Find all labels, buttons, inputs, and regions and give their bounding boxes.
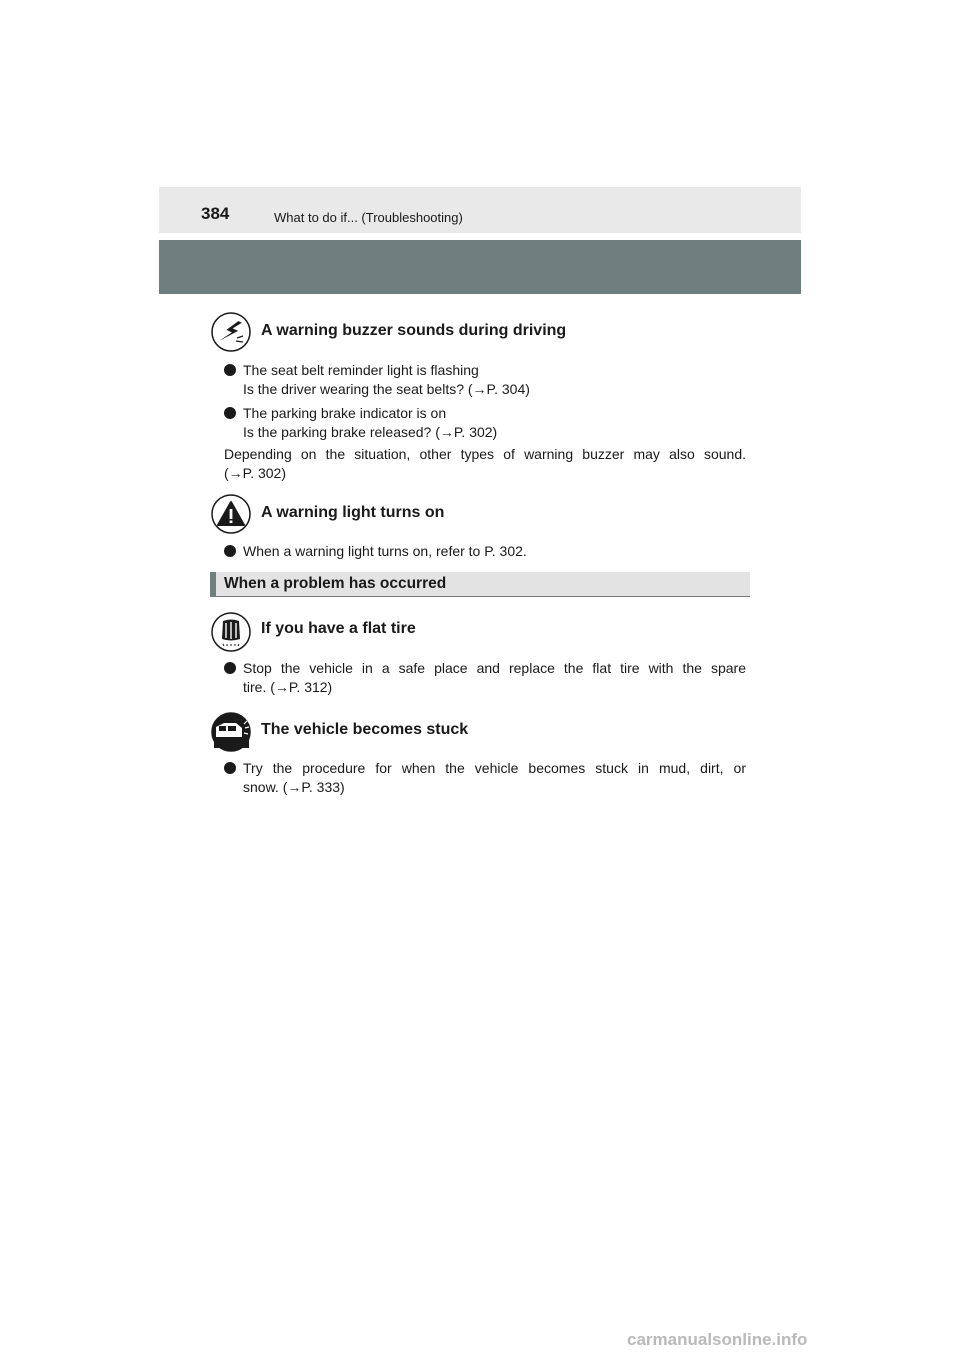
list-item bbox=[224, 759, 746, 797]
bullet-line: The seat belt reminder light is flashing bbox=[243, 362, 479, 378]
note-line: (→P. 302) bbox=[224, 465, 286, 481]
header-band bbox=[159, 240, 801, 294]
bullet-line: When a warning light turns on, refer to P. 302. bbox=[243, 543, 527, 559]
watermark: carmanualsonline.info bbox=[627, 1330, 808, 1349]
warning-light-heading: A warning light turns on bbox=[261, 504, 445, 521]
bullet-line: tire. (→P. 312) bbox=[243, 679, 333, 695]
warning-triangle-icon bbox=[211, 494, 251, 534]
bullet-icon bbox=[224, 407, 236, 419]
section-title: When a problem has occurred bbox=[224, 575, 447, 592]
section-header bbox=[210, 572, 750, 597]
bullet-line: Try the procedure for when the vehicle becomes stuck in mud, dirt, or bbox=[243, 760, 746, 776]
list-item bbox=[224, 404, 746, 442]
buzzer-icon bbox=[211, 312, 251, 352]
tire-icon bbox=[211, 612, 251, 652]
buzzer-heading: A warning buzzer sounds during driving bbox=[261, 322, 567, 339]
bullet-icon bbox=[224, 545, 236, 557]
bullet-icon bbox=[224, 662, 236, 674]
chapter-title: What to do if... (Troubleshooting) bbox=[274, 210, 463, 225]
stuck-heading: The vehicle becomes stuck bbox=[261, 721, 469, 738]
list-item bbox=[224, 361, 746, 399]
page-number: 384 bbox=[201, 204, 230, 223]
note-line: Depending on the situation, other types of warning buzzer may also sound. bbox=[224, 446, 746, 462]
section-accent bbox=[210, 572, 216, 596]
flat-tire-heading: If you have a flat tire bbox=[261, 620, 416, 637]
stuck-car-icon bbox=[211, 712, 251, 752]
bullet-line: Stop the vehicle in a safe place and replace the flat tire with the spare bbox=[243, 660, 746, 676]
bullet-line: Is the driver wearing the seat belts? (→P. 304) bbox=[243, 381, 530, 397]
bullet-line: snow. (→P. 333) bbox=[243, 779, 345, 795]
header-bar bbox=[159, 187, 801, 233]
bullet-icon bbox=[224, 762, 236, 774]
buzzer-note bbox=[224, 445, 746, 483]
bullet-line: The parking brake indicator is on bbox=[243, 405, 447, 421]
list-item bbox=[224, 542, 746, 561]
bullet-icon bbox=[224, 364, 236, 376]
bullet-line: Is the parking brake released? (→P. 302) bbox=[243, 424, 498, 440]
list-item bbox=[224, 659, 746, 697]
